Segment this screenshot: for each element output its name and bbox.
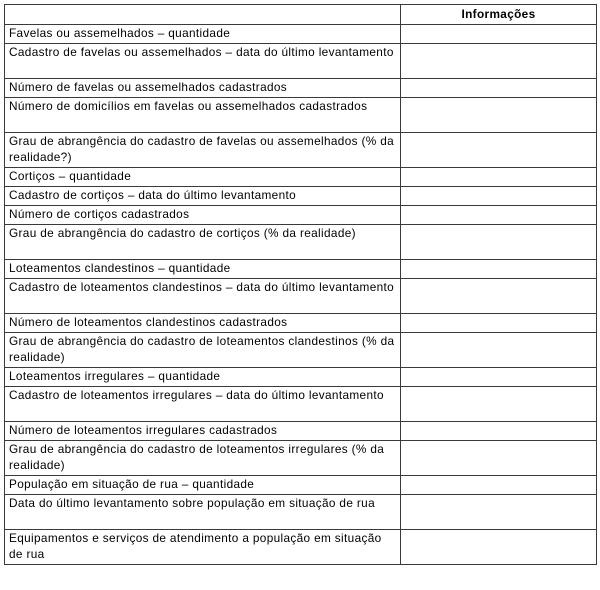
row-label: Grau de abrangência do cadastro de loteamentos irregulares (% da realidade) — [5, 441, 401, 476]
row-label: Cadastro de favelas ou assemelhados – data do último levantamento — [5, 44, 401, 79]
table-row — [5, 44, 597, 79]
row-value-cell[interactable] — [401, 98, 597, 133]
table-row — [5, 206, 597, 225]
row-value-cell[interactable] — [401, 530, 597, 565]
row-value-cell[interactable] — [401, 79, 597, 98]
row-value-cell[interactable] — [401, 133, 597, 168]
row-label: Loteamentos clandestinos – quantidade — [5, 260, 401, 279]
table-row — [5, 368, 597, 387]
row-value-cell[interactable] — [401, 260, 597, 279]
table-row — [5, 279, 597, 314]
row-label: Número de cortiços cadastrados — [5, 206, 401, 225]
row-label: Grau de abrangência do cadastro de loteamentos clandestinos (% da realidade) — [5, 333, 401, 368]
row-value-cell[interactable] — [401, 387, 597, 422]
row-label: Número de loteamentos clandestinos cadastrados — [5, 314, 401, 333]
row-label: Cadastro de loteamentos clandestinos – data do último levantamento — [5, 279, 401, 314]
row-label: Número de loteamentos irregulares cadastrados — [5, 422, 401, 441]
table-row — [5, 168, 597, 187]
table-row — [5, 25, 597, 44]
row-label: Grau de abrangência do cadastro de favelas ou assemelhados (% da realidade?) — [5, 133, 401, 168]
row-label: Equipamentos e serviços de atendimento a população em situação de rua — [5, 530, 401, 565]
table-row — [5, 333, 597, 368]
table-row — [5, 530, 597, 565]
table-row — [5, 476, 597, 495]
row-value-cell[interactable] — [401, 279, 597, 314]
row-label: Cortiços – quantidade — [5, 168, 401, 187]
row-value-cell[interactable] — [401, 368, 597, 387]
row-value-cell[interactable] — [401, 333, 597, 368]
header-row — [5, 5, 597, 25]
row-value-cell[interactable] — [401, 476, 597, 495]
row-value-cell[interactable] — [401, 225, 597, 260]
row-label: Número de domicílios em favelas ou assemelhados cadastrados — [5, 98, 401, 133]
table-row — [5, 495, 597, 530]
row-value-cell[interactable] — [401, 441, 597, 476]
row-label: Favelas ou assemelhados – quantidade — [5, 25, 401, 44]
row-value-cell[interactable] — [401, 495, 597, 530]
row-value-cell[interactable] — [401, 44, 597, 79]
row-label: Grau de abrangência do cadastro de cortiços (% da realidade) — [5, 225, 401, 260]
row-label: Cadastro de cortiços – data do último levantamento — [5, 187, 401, 206]
row-label: População em situação de rua – quantidade — [5, 476, 401, 495]
table-row — [5, 79, 597, 98]
row-value-cell[interactable] — [401, 314, 597, 333]
table-row — [5, 441, 597, 476]
row-value-cell[interactable] — [401, 25, 597, 44]
row-value-cell[interactable] — [401, 422, 597, 441]
table-row — [5, 260, 597, 279]
row-label: Número de favelas ou assemelhados cadastrados — [5, 79, 401, 98]
table-row — [5, 314, 597, 333]
row-label: Loteamentos irregulares – quantidade — [5, 368, 401, 387]
table-row — [5, 133, 597, 168]
row-value-cell[interactable] — [401, 168, 597, 187]
header-item-column — [5, 5, 401, 25]
table-row — [5, 422, 597, 441]
table-row — [5, 187, 597, 206]
row-value-cell[interactable] — [401, 206, 597, 225]
table-row — [5, 98, 597, 133]
row-label: Data do último levantamento sobre população em situação de rua — [5, 495, 401, 530]
row-value-cell[interactable] — [401, 187, 597, 206]
header-informacoes: Informações — [401, 5, 597, 25]
table-row — [5, 225, 597, 260]
form-sheet — [4, 4, 597, 565]
table-row — [5, 387, 597, 422]
information-table — [4, 4, 597, 565]
row-label: Cadastro de loteamentos irregulares – data do último levantamento — [5, 387, 401, 422]
